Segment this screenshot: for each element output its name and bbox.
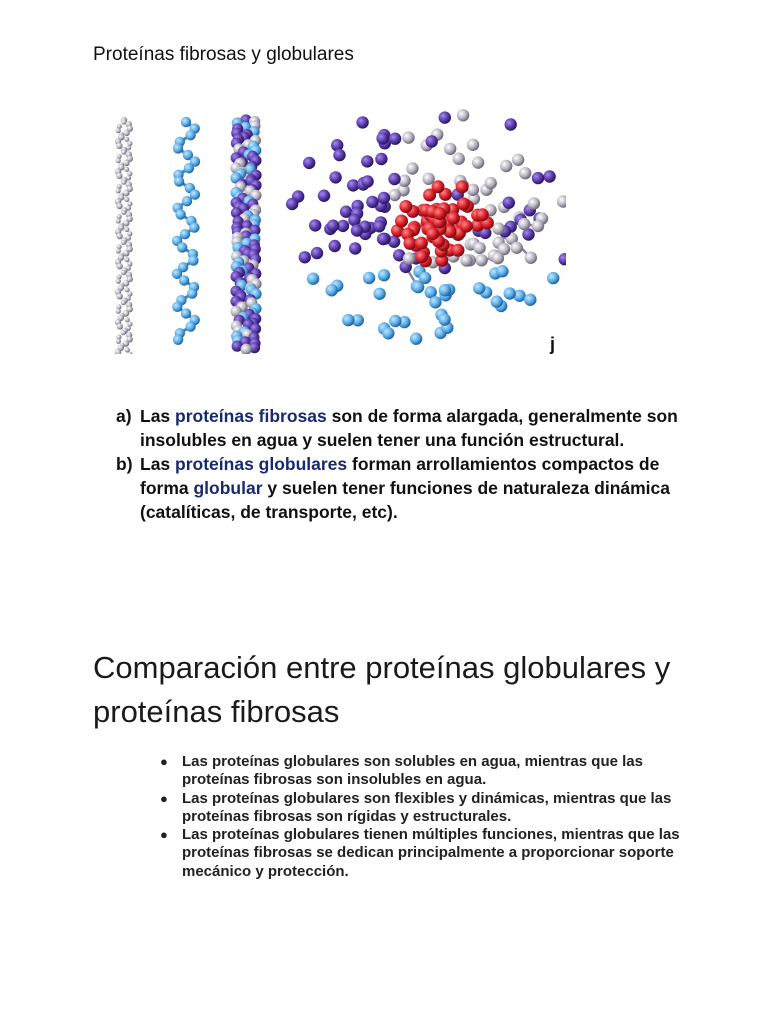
atom	[412, 281, 424, 293]
atom	[460, 254, 472, 266]
atom	[559, 253, 567, 265]
protein-models-illustration	[96, 84, 566, 354]
atom	[406, 162, 418, 174]
highlight-term: proteínas globulares	[175, 454, 348, 474]
atom	[496, 265, 508, 277]
atom	[378, 269, 390, 281]
atom	[124, 227, 129, 232]
atom	[519, 167, 531, 179]
atom	[121, 240, 126, 245]
atom	[116, 218, 121, 223]
atom	[185, 321, 195, 331]
atom	[511, 242, 523, 254]
atom	[121, 210, 126, 215]
atom	[485, 177, 497, 189]
atom	[174, 176, 184, 186]
atom	[125, 347, 130, 352]
atom	[378, 192, 390, 204]
atom	[373, 288, 385, 300]
atom	[329, 171, 341, 183]
globular-protein-model	[286, 109, 566, 345]
atom	[117, 293, 123, 299]
atom	[123, 130, 129, 136]
definition-fibrous	[116, 404, 696, 452]
atom	[524, 294, 536, 306]
atom	[453, 153, 465, 165]
atom	[460, 220, 473, 233]
comparison-list	[160, 753, 680, 881]
definition-globular	[116, 452, 696, 524]
atom	[532, 172, 544, 184]
atom	[505, 118, 517, 130]
atom	[457, 109, 469, 121]
atom	[438, 313, 450, 325]
protein-structures-figure	[96, 84, 566, 354]
atom	[363, 272, 375, 284]
list-marker: a)	[116, 406, 132, 426]
atom	[467, 139, 479, 151]
fibrous-strand-mixed	[230, 114, 261, 354]
atom	[311, 247, 323, 259]
atom	[185, 130, 195, 140]
atom	[439, 111, 451, 123]
text: Las	[140, 406, 176, 426]
atom	[117, 323, 123, 329]
atom	[415, 237, 428, 250]
atom	[475, 254, 487, 266]
atom	[375, 153, 387, 165]
text: forman arrollamientos compactos de forma	[140, 454, 660, 498]
figure-mark: j	[550, 334, 556, 354]
atom	[525, 252, 537, 264]
atom	[124, 137, 129, 142]
atom	[361, 155, 373, 167]
atom	[492, 252, 504, 264]
atom	[444, 143, 456, 155]
atom	[117, 244, 122, 249]
atom	[473, 282, 485, 294]
atom	[389, 315, 401, 327]
atom	[173, 335, 183, 345]
atom	[456, 180, 469, 193]
atom	[125, 287, 130, 292]
atom	[124, 197, 129, 202]
atom	[503, 197, 515, 209]
atom	[117, 184, 122, 189]
atom	[389, 189, 401, 201]
atom	[373, 220, 385, 232]
atom	[348, 214, 360, 226]
atom	[175, 209, 185, 219]
text: y suelen tener funciones de naturaleza dinámica (catalíticas, de transporte, etc).	[140, 478, 671, 522]
atom	[532, 220, 544, 232]
atom	[410, 333, 422, 345]
atom	[121, 300, 126, 305]
atom	[377, 233, 389, 245]
highlight-term: proteínas fibrosas	[175, 406, 327, 426]
atom	[426, 227, 439, 240]
atom	[356, 116, 368, 128]
atom	[467, 184, 479, 196]
atom	[429, 296, 441, 308]
definitions-list	[116, 404, 696, 524]
atom	[423, 189, 436, 202]
atom	[504, 287, 516, 299]
atom	[179, 275, 189, 285]
atom	[403, 252, 415, 264]
atom	[307, 273, 319, 285]
atom	[286, 198, 298, 210]
atom	[123, 160, 129, 166]
atom	[184, 163, 194, 173]
atom	[125, 317, 130, 322]
atom	[117, 154, 122, 159]
atom	[452, 244, 465, 257]
atom	[472, 156, 484, 168]
atom	[303, 157, 315, 169]
atom	[403, 237, 416, 250]
atom	[512, 154, 524, 166]
atom	[116, 339, 121, 344]
atom	[177, 242, 187, 252]
atom	[492, 222, 504, 234]
atom	[376, 132, 388, 144]
atom	[473, 242, 485, 254]
fibrous-strand-blue	[172, 117, 200, 345]
atom	[389, 133, 401, 145]
atom	[188, 255, 198, 265]
atom	[361, 175, 373, 187]
text: son de forma alargada, generalmente son insolubles en agua y suelen tener una función estructural.	[140, 406, 678, 450]
atom	[116, 309, 121, 314]
atom	[433, 207, 446, 220]
list-marker: b)	[116, 454, 133, 474]
comparison-heading: Comparación entre proteínas globulares y proteínas fibrosas	[93, 650, 671, 729]
atom	[318, 190, 330, 202]
atom	[172, 302, 182, 312]
atom	[327, 220, 339, 232]
atom	[500, 160, 512, 172]
atom	[181, 308, 191, 318]
atom	[121, 180, 126, 185]
atom	[173, 143, 183, 153]
atom	[476, 208, 489, 221]
page-title: Proteínas fibrosas y globulares	[93, 44, 354, 65]
atom	[189, 222, 199, 232]
atom	[116, 233, 122, 239]
atom	[116, 128, 121, 133]
atom	[182, 196, 192, 206]
atom	[349, 242, 361, 254]
list-item: ● Las proteínas globulares tienen múltiples funciones, mientras que las proteínas fibrosas se dedican principalmente a proporcionar soporte mecánico y protección.	[160, 826, 680, 881]
atom	[329, 240, 341, 252]
atom	[116, 173, 122, 179]
atom	[121, 270, 126, 275]
atom	[439, 284, 451, 296]
atom	[116, 203, 122, 209]
fibrous-strand-gray	[115, 117, 133, 354]
atom	[116, 158, 121, 163]
highlight-term: globular	[193, 478, 263, 498]
atom	[528, 197, 540, 209]
atom	[116, 188, 121, 193]
atom	[121, 330, 126, 335]
atom	[518, 218, 530, 230]
list-item: ● Las proteínas globulares son flexibles y dinámicas, mientras que las proteínas fibrosas son rígidas y estructurales.	[160, 790, 680, 827]
atom	[124, 257, 129, 262]
atom	[116, 143, 122, 149]
atom	[366, 196, 378, 208]
atom	[116, 279, 121, 284]
atom	[181, 117, 191, 127]
atom	[547, 272, 559, 284]
atom	[309, 219, 321, 231]
atom	[116, 263, 122, 269]
atom	[388, 173, 400, 185]
atom	[491, 295, 503, 307]
atom	[117, 214, 122, 219]
atom	[415, 250, 428, 263]
atom	[426, 135, 438, 147]
text: Las	[140, 454, 176, 474]
list-item: ● Las proteínas globulares son solubles en agua, mientras que las proteínas fibrosas son insolubles en agua.	[160, 753, 680, 790]
atom	[124, 167, 129, 172]
atom	[557, 195, 566, 207]
atom	[382, 327, 394, 339]
atom	[395, 215, 408, 228]
atom	[351, 224, 363, 236]
atom	[116, 248, 121, 253]
atom	[543, 170, 555, 182]
atom	[326, 284, 338, 296]
atom	[399, 200, 412, 213]
atom	[402, 131, 414, 143]
atom	[333, 149, 345, 161]
atom	[187, 288, 197, 298]
atom	[342, 314, 354, 326]
atom	[457, 197, 470, 210]
atom	[447, 212, 460, 225]
atom	[299, 251, 311, 263]
